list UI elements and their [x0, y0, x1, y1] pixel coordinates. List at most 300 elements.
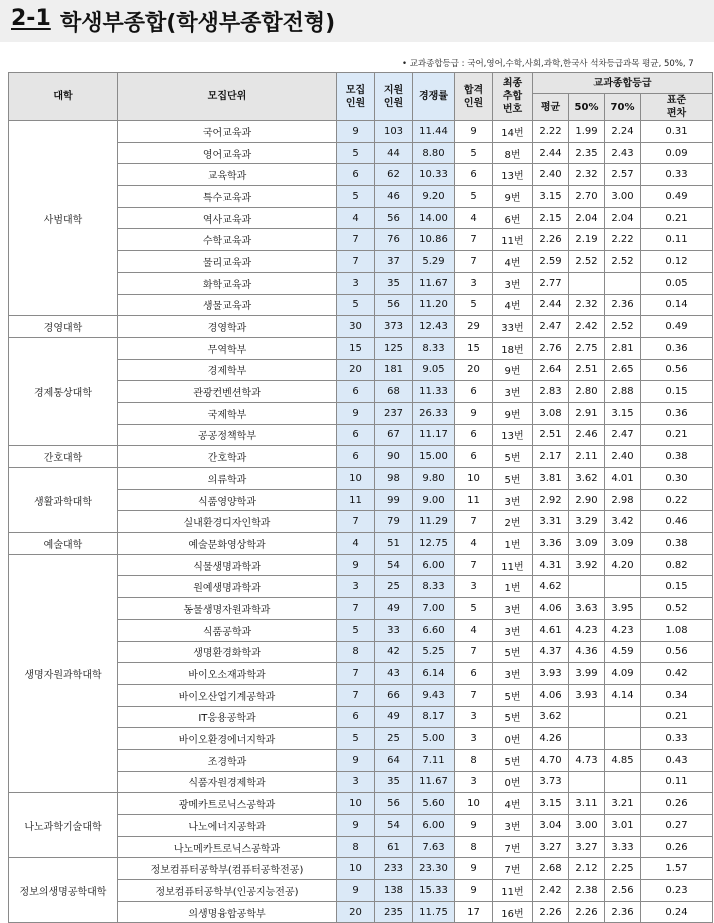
cell-p70: 3.01 [605, 815, 641, 837]
cell-applicants: 68 [375, 381, 413, 403]
cell-std: 0.46 [641, 511, 713, 533]
cell-quota: 9 [337, 749, 375, 771]
cell-p50: 3.62 [569, 468, 605, 490]
cell-avg: 2.68 [533, 858, 569, 880]
cell-p50: 3.63 [569, 598, 605, 620]
cell-final-waitlist: 8번 [493, 142, 533, 164]
cell-unit: 관광컨벤션학과 [118, 381, 337, 403]
cell-avg: 3.36 [533, 533, 569, 555]
cell-unit: 실내환경디자인학과 [118, 511, 337, 533]
header-applicants: 지원 인원 [375, 73, 413, 121]
cell-rate: 9.43 [413, 684, 455, 706]
title-bar [0, 0, 714, 42]
cell-quota: 9 [337, 815, 375, 837]
cell-unit: 화학교육과 [118, 272, 337, 294]
cell-unit: 역사교육과 [118, 207, 337, 229]
cell-p70: 2.40 [605, 446, 641, 468]
cell-std: 1.57 [641, 858, 713, 880]
cell-university: 정보의생명공학대학 [9, 858, 118, 923]
cell-p70: 2.52 [605, 316, 641, 338]
cell-p50 [569, 706, 605, 728]
cell-rate: 9.00 [413, 489, 455, 511]
cell-quota: 5 [337, 294, 375, 316]
cell-rate: 5.29 [413, 251, 455, 273]
cell-std: 0.42 [641, 663, 713, 685]
cell-std: 0.14 [641, 294, 713, 316]
cell-p50: 3.29 [569, 511, 605, 533]
cell-p70: 3.33 [605, 836, 641, 858]
cell-quota: 6 [337, 164, 375, 186]
cell-avg: 4.06 [533, 684, 569, 706]
cell-std: 0.26 [641, 793, 713, 815]
cell-p50: 2.75 [569, 337, 605, 359]
cell-p50: 2.91 [569, 402, 605, 424]
cell-std: 0.34 [641, 684, 713, 706]
cell-unit: 경영학과 [118, 316, 337, 338]
header-admitted: 합격 인원 [455, 73, 493, 121]
cell-p50 [569, 576, 605, 598]
cell-applicants: 54 [375, 815, 413, 837]
table-row [9, 446, 713, 468]
cell-avg: 3.93 [533, 663, 569, 685]
cell-p50: 2.80 [569, 381, 605, 403]
cell-admitted: 3 [455, 272, 493, 294]
cell-unit: 생명환경화학과 [118, 641, 337, 663]
page-title: 학생부종합(학생부종합전형) [60, 11, 336, 36]
cell-unit: 생물교육과 [118, 294, 337, 316]
cell-final-waitlist: 11번 [493, 229, 533, 251]
cell-applicants: 25 [375, 576, 413, 598]
cell-unit: 식물생명과학과 [118, 554, 337, 576]
cell-avg: 2.26 [533, 901, 569, 923]
cell-std: 0.31 [641, 121, 713, 143]
cell-p70 [605, 728, 641, 750]
cell-std: 0.21 [641, 706, 713, 728]
cell-std: 1.08 [641, 619, 713, 641]
cell-std: 0.56 [641, 359, 713, 381]
cell-std: 0.33 [641, 728, 713, 750]
cell-unit: 식품공학과 [118, 619, 337, 641]
header-avg: 평균 [533, 94, 569, 121]
cell-p70: 3.15 [605, 402, 641, 424]
cell-quota: 3 [337, 272, 375, 294]
cell-quota: 8 [337, 836, 375, 858]
cell-final-waitlist: 3번 [493, 598, 533, 620]
cell-rate: 11.67 [413, 272, 455, 294]
cell-final-waitlist: 5번 [493, 706, 533, 728]
cell-quota: 7 [337, 663, 375, 685]
cell-final-waitlist: 3번 [493, 272, 533, 294]
cell-university: 예술대학 [9, 533, 118, 555]
cell-admitted: 7 [455, 684, 493, 706]
cell-p50: 2.90 [569, 489, 605, 511]
cell-rate: 5.25 [413, 641, 455, 663]
cell-university: 경제통상대학 [9, 337, 118, 445]
cell-p50: 2.52 [569, 251, 605, 273]
cell-applicants: 42 [375, 641, 413, 663]
cell-admitted: 9 [455, 402, 493, 424]
cell-std: 0.38 [641, 446, 713, 468]
cell-quota: 6 [337, 446, 375, 468]
cell-final-waitlist: 7번 [493, 858, 533, 880]
cell-applicants: 49 [375, 706, 413, 728]
cell-avg: 3.04 [533, 815, 569, 837]
cell-avg: 2.76 [533, 337, 569, 359]
cell-avg: 4.26 [533, 728, 569, 750]
cell-final-waitlist: 7번 [493, 836, 533, 858]
cell-admitted: 7 [455, 641, 493, 663]
cell-quota: 4 [337, 207, 375, 229]
cell-std: 0.33 [641, 164, 713, 186]
cell-rate: 11.20 [413, 294, 455, 316]
cell-p50: 3.92 [569, 554, 605, 576]
cell-final-waitlist: 5번 [493, 641, 533, 663]
cell-p70 [605, 576, 641, 598]
grade-note: • 교과종합등급 : 국어,영어,수학,사회,과학,한국사 석차등급과목 평균, 50%, 7 [402, 59, 694, 69]
cell-unit: 무역학부 [118, 337, 337, 359]
cell-unit: 바이오환경에너지학과 [118, 728, 337, 750]
cell-p70: 4.23 [605, 619, 641, 641]
cell-rate: 9.20 [413, 186, 455, 208]
cell-applicants: 138 [375, 880, 413, 902]
cell-applicants: 99 [375, 489, 413, 511]
table-row [9, 554, 713, 576]
cell-final-waitlist: 11번 [493, 880, 533, 902]
header-final-waitlist: 최종 추합 번호 [493, 73, 533, 121]
cell-applicants: 90 [375, 446, 413, 468]
cell-p50: 2.04 [569, 207, 605, 229]
cell-p50: 4.36 [569, 641, 605, 663]
cell-final-waitlist: 14번 [493, 121, 533, 143]
cell-p50: 4.73 [569, 749, 605, 771]
cell-unit: 원예생명과학과 [118, 576, 337, 598]
cell-rate: 8.80 [413, 142, 455, 164]
cell-rate: 8.17 [413, 706, 455, 728]
cell-std: 0.82 [641, 554, 713, 576]
cell-avg: 3.62 [533, 706, 569, 728]
cell-unit: IT응용공학과 [118, 706, 337, 728]
cell-university: 경영대학 [9, 316, 118, 338]
cell-p50: 2.26 [569, 901, 605, 923]
cell-p50: 2.70 [569, 186, 605, 208]
cell-rate: 11.67 [413, 771, 455, 793]
cell-p70: 3.00 [605, 186, 641, 208]
cell-rate: 6.00 [413, 554, 455, 576]
cell-final-waitlist: 9번 [493, 402, 533, 424]
cell-rate: 7.63 [413, 836, 455, 858]
cell-unit: 수학교육과 [118, 229, 337, 251]
cell-rate: 8.33 [413, 337, 455, 359]
header-p50: 50% [569, 94, 605, 121]
cell-quota: 3 [337, 576, 375, 598]
cell-quota: 5 [337, 142, 375, 164]
cell-applicants: 44 [375, 142, 413, 164]
cell-quota: 10 [337, 793, 375, 815]
table-row [9, 316, 713, 338]
cell-applicants: 233 [375, 858, 413, 880]
cell-std: 0.30 [641, 468, 713, 490]
cell-final-waitlist: 9번 [493, 359, 533, 381]
cell-university: 나노과학기술대학 [9, 793, 118, 858]
cell-avg: 4.62 [533, 576, 569, 598]
cell-unit: 의류학과 [118, 468, 337, 490]
cell-admitted: 10 [455, 793, 493, 815]
cell-admitted: 29 [455, 316, 493, 338]
cell-p50: 3.93 [569, 684, 605, 706]
cell-rate: 6.00 [413, 815, 455, 837]
cell-std: 0.52 [641, 598, 713, 620]
cell-p70: 2.52 [605, 251, 641, 273]
cell-avg: 2.44 [533, 142, 569, 164]
cell-unit: 국어교육과 [118, 121, 337, 143]
cell-university: 간호대학 [9, 446, 118, 468]
cell-quota: 5 [337, 728, 375, 750]
cell-rate: 12.75 [413, 533, 455, 555]
cell-applicants: 51 [375, 533, 413, 555]
cell-admitted: 8 [455, 836, 493, 858]
cell-quota: 9 [337, 402, 375, 424]
cell-quota: 5 [337, 186, 375, 208]
cell-unit: 간호학과 [118, 446, 337, 468]
cell-p50: 2.35 [569, 142, 605, 164]
cell-std: 0.49 [641, 186, 713, 208]
cell-applicants: 61 [375, 836, 413, 858]
cell-p50: 3.99 [569, 663, 605, 685]
cell-avg: 2.51 [533, 424, 569, 446]
cell-final-waitlist: 0번 [493, 728, 533, 750]
cell-admitted: 4 [455, 533, 493, 555]
cell-p50: 2.32 [569, 164, 605, 186]
cell-rate: 15.33 [413, 880, 455, 902]
cell-final-waitlist: 3번 [493, 489, 533, 511]
cell-unit: 특수교육과 [118, 186, 337, 208]
cell-applicants: 98 [375, 468, 413, 490]
cell-avg: 2.64 [533, 359, 569, 381]
cell-final-waitlist: 4번 [493, 793, 533, 815]
cell-unit: 정보컴퓨터공학부(컴퓨터공학전공) [118, 858, 337, 880]
cell-applicants: 76 [375, 229, 413, 251]
cell-p50: 2.12 [569, 858, 605, 880]
table-body [9, 121, 713, 923]
cell-std: 0.15 [641, 576, 713, 598]
cell-p70: 3.09 [605, 533, 641, 555]
cell-std: 0.15 [641, 381, 713, 403]
cell-applicants: 79 [375, 511, 413, 533]
cell-applicants: 237 [375, 402, 413, 424]
cell-quota: 15 [337, 337, 375, 359]
cell-avg: 4.06 [533, 598, 569, 620]
cell-quota: 9 [337, 880, 375, 902]
cell-admitted: 7 [455, 511, 493, 533]
cell-std: 0.11 [641, 229, 713, 251]
cell-applicants: 35 [375, 272, 413, 294]
cell-admitted: 10 [455, 468, 493, 490]
cell-rate: 11.29 [413, 511, 455, 533]
cell-applicants: 33 [375, 619, 413, 641]
cell-admitted: 5 [455, 186, 493, 208]
cell-rate: 7.11 [413, 749, 455, 771]
cell-final-waitlist: 3번 [493, 663, 533, 685]
cell-admitted: 7 [455, 229, 493, 251]
cell-final-waitlist: 3번 [493, 381, 533, 403]
cell-final-waitlist: 5번 [493, 468, 533, 490]
cell-avg: 3.27 [533, 836, 569, 858]
cell-unit: 정보컴퓨터공학부(인공지능전공) [118, 880, 337, 902]
cell-final-waitlist: 0번 [493, 771, 533, 793]
cell-p70: 4.14 [605, 684, 641, 706]
cell-admitted: 9 [455, 880, 493, 902]
cell-quota: 10 [337, 858, 375, 880]
header-p70: 70% [605, 94, 641, 121]
header-quota: 모집 인원 [337, 73, 375, 121]
cell-admitted: 6 [455, 446, 493, 468]
cell-final-waitlist: 4번 [493, 294, 533, 316]
header-grade-group: 교과종합등급 [533, 73, 713, 94]
cell-avg: 3.15 [533, 793, 569, 815]
cell-p50: 2.46 [569, 424, 605, 446]
cell-p70: 2.47 [605, 424, 641, 446]
cell-final-waitlist: 1번 [493, 533, 533, 555]
cell-p70: 2.56 [605, 880, 641, 902]
cell-final-waitlist: 16번 [493, 901, 533, 923]
cell-p70: 2.57 [605, 164, 641, 186]
cell-unit: 바이오산업기계공학과 [118, 684, 337, 706]
cell-admitted: 5 [455, 598, 493, 620]
cell-std: 0.11 [641, 771, 713, 793]
table-row [9, 793, 713, 815]
cell-std: 0.05 [641, 272, 713, 294]
cell-admitted: 3 [455, 728, 493, 750]
cell-rate: 6.14 [413, 663, 455, 685]
cell-quota: 10 [337, 468, 375, 490]
cell-final-waitlist: 6번 [493, 207, 533, 229]
cell-std: 0.12 [641, 251, 713, 273]
cell-std: 0.21 [641, 207, 713, 229]
cell-rate: 14.00 [413, 207, 455, 229]
cell-p70: 2.25 [605, 858, 641, 880]
cell-applicants: 25 [375, 728, 413, 750]
cell-final-waitlist: 4번 [493, 251, 533, 273]
cell-std: 0.49 [641, 316, 713, 338]
cell-avg: 2.47 [533, 316, 569, 338]
cell-final-waitlist: 18번 [493, 337, 533, 359]
cell-unit: 의생명융합공학부 [118, 901, 337, 923]
cell-quota: 7 [337, 511, 375, 533]
cell-applicants: 56 [375, 793, 413, 815]
cell-admitted: 9 [455, 815, 493, 837]
cell-std: 0.09 [641, 142, 713, 164]
cell-rate: 8.33 [413, 576, 455, 598]
cell-rate: 7.00 [413, 598, 455, 620]
cell-unit: 나노에너지공학과 [118, 815, 337, 837]
cell-std: 0.23 [641, 880, 713, 902]
cell-final-waitlist: 3번 [493, 619, 533, 641]
cell-admitted: 3 [455, 706, 493, 728]
cell-unit: 물리교육과 [118, 251, 337, 273]
cell-admitted: 9 [455, 121, 493, 143]
table-row [9, 533, 713, 555]
cell-p70: 2.36 [605, 901, 641, 923]
cell-std: 0.21 [641, 424, 713, 446]
cell-admitted: 6 [455, 381, 493, 403]
cell-applicants: 66 [375, 684, 413, 706]
header-university: 대학 [9, 73, 118, 121]
cell-applicants: 62 [375, 164, 413, 186]
cell-applicants: 37 [375, 251, 413, 273]
cell-admitted: 4 [455, 619, 493, 641]
cell-applicants: 103 [375, 121, 413, 143]
cell-unit: 교육학과 [118, 164, 337, 186]
cell-avg: 3.08 [533, 402, 569, 424]
cell-p50: 2.51 [569, 359, 605, 381]
cell-final-waitlist: 5번 [493, 446, 533, 468]
cell-admitted: 8 [455, 749, 493, 771]
cell-unit: 광메카트로닉스공학과 [118, 793, 337, 815]
cell-rate: 5.00 [413, 728, 455, 750]
cell-applicants: 46 [375, 186, 413, 208]
cell-admitted: 6 [455, 164, 493, 186]
cell-avg: 2.77 [533, 272, 569, 294]
cell-avg: 2.42 [533, 880, 569, 902]
cell-avg: 2.92 [533, 489, 569, 511]
cell-final-waitlist: 11번 [493, 554, 533, 576]
cell-applicants: 125 [375, 337, 413, 359]
cell-p70: 4.20 [605, 554, 641, 576]
cell-avg: 4.31 [533, 554, 569, 576]
cell-quota: 6 [337, 381, 375, 403]
cell-p70: 2.98 [605, 489, 641, 511]
cell-p70: 2.22 [605, 229, 641, 251]
cell-p70: 4.85 [605, 749, 641, 771]
cell-quota: 20 [337, 359, 375, 381]
cell-unit: 바이오소재과학과 [118, 663, 337, 685]
cell-rate: 6.60 [413, 619, 455, 641]
cell-std: 0.27 [641, 815, 713, 837]
cell-unit: 경제학부 [118, 359, 337, 381]
cell-avg: 4.70 [533, 749, 569, 771]
cell-p70 [605, 272, 641, 294]
cell-quota: 7 [337, 684, 375, 706]
cell-unit: 영어교육과 [118, 142, 337, 164]
cell-p50 [569, 728, 605, 750]
section-number: 2-1 [11, 6, 51, 31]
cell-university: 생활과학대학 [9, 468, 118, 533]
cell-p70: 3.21 [605, 793, 641, 815]
cell-quota: 7 [337, 251, 375, 273]
header-std: 표준 편차 [641, 94, 713, 121]
cell-avg: 2.22 [533, 121, 569, 143]
cell-applicants: 235 [375, 901, 413, 923]
cell-admitted: 3 [455, 576, 493, 598]
cell-applicants: 49 [375, 598, 413, 620]
cell-avg: 4.37 [533, 641, 569, 663]
cell-avg: 3.73 [533, 771, 569, 793]
cell-unit: 식품영양학과 [118, 489, 337, 511]
cell-p70 [605, 771, 641, 793]
cell-rate: 11.44 [413, 121, 455, 143]
cell-unit: 나노메카트로닉스공학과 [118, 836, 337, 858]
cell-rate: 11.75 [413, 901, 455, 923]
cell-admitted: 7 [455, 251, 493, 273]
cell-admitted: 6 [455, 663, 493, 685]
cell-p70 [605, 706, 641, 728]
cell-avg: 3.81 [533, 468, 569, 490]
table-row [9, 858, 713, 880]
cell-p70: 3.42 [605, 511, 641, 533]
cell-p70: 2.81 [605, 337, 641, 359]
cell-quota: 6 [337, 424, 375, 446]
cell-university: 생명자원과학대학 [9, 554, 118, 793]
